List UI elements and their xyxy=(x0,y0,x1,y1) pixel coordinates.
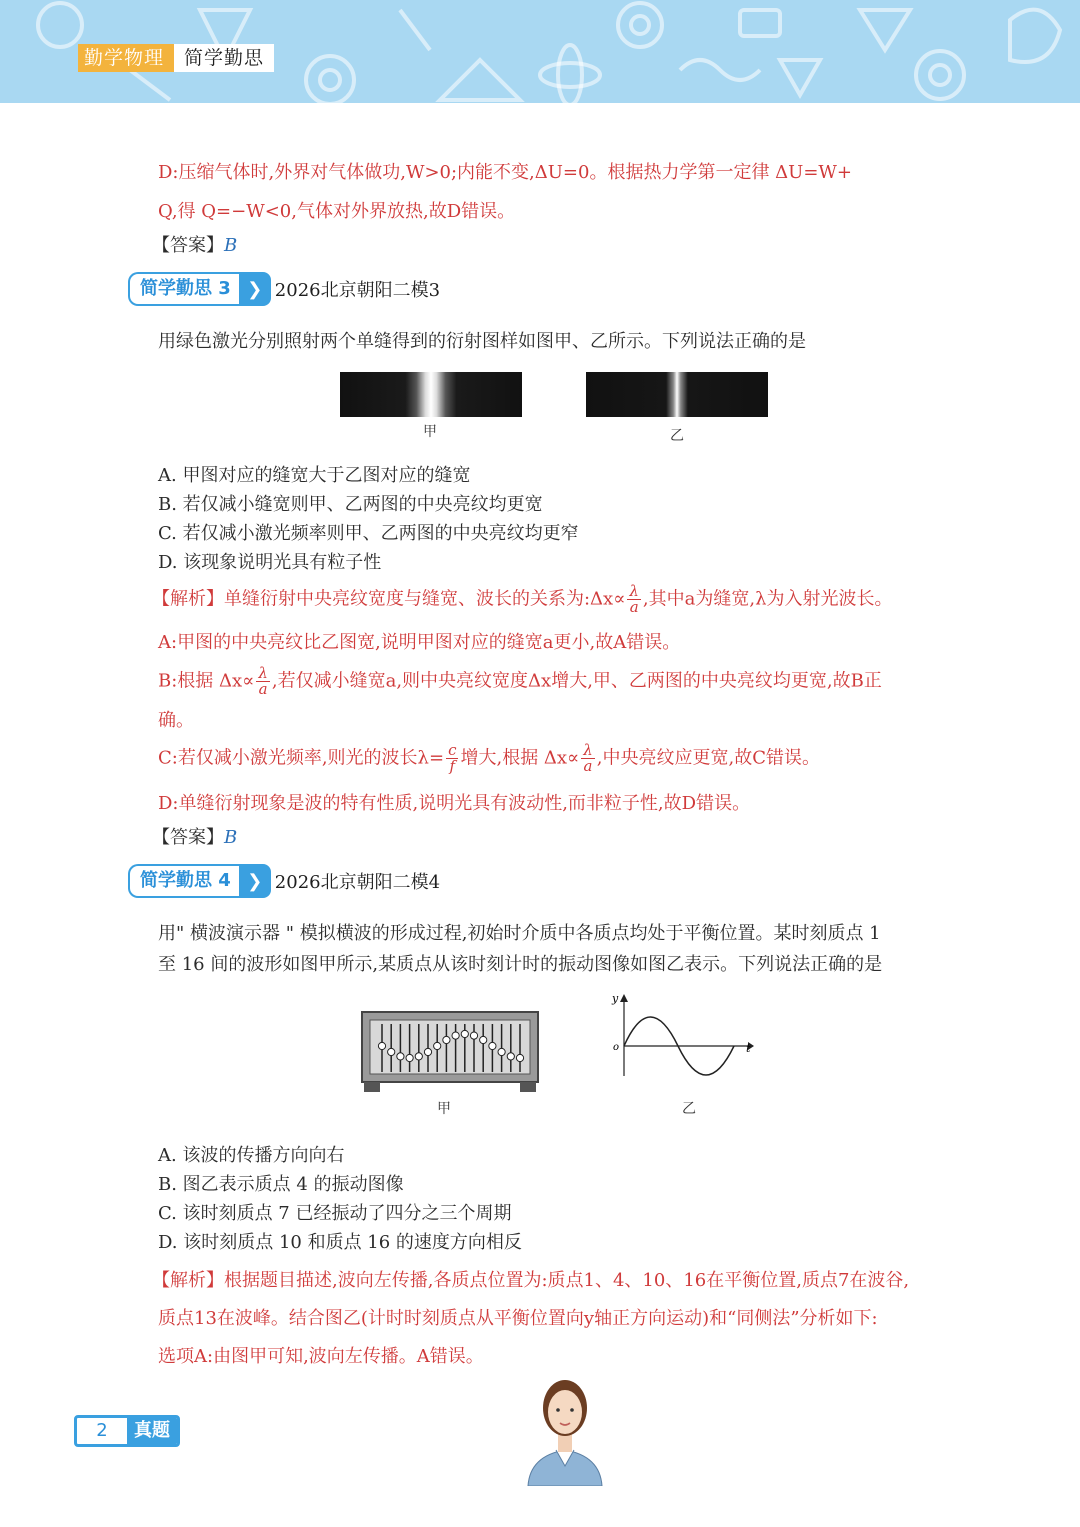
question-4-tag xyxy=(128,864,440,898)
diffraction-pattern-b xyxy=(586,372,768,417)
demonstrator-bead xyxy=(424,1048,431,1055)
axis-label-t: t xyxy=(746,1042,751,1055)
figure-label-a: 甲 xyxy=(437,1101,451,1117)
q4-analysis-line3: 选项A:由图甲可知,波向左传播。A错误。 xyxy=(158,1346,484,1367)
demonstrator-bead xyxy=(388,1048,395,1055)
option-b: B. 图乙表示质点 4 的振动图像 xyxy=(158,1174,404,1195)
answer-label: 【答案】 xyxy=(152,235,224,256)
q3-analysis-b xyxy=(158,666,882,697)
fraction-denominator: a xyxy=(583,757,593,775)
demonstrator-bead xyxy=(507,1053,514,1060)
diffraction-pattern-a xyxy=(340,372,522,417)
demonstrator-bead xyxy=(480,1036,487,1043)
brand-tag xyxy=(78,44,274,72)
figure-label-a: 甲 xyxy=(423,424,437,440)
option-a: A. 甲图对应的缝宽大于乙图对应的缝宽 xyxy=(158,465,471,486)
figure-label-b: 乙 xyxy=(682,1101,696,1117)
question-source: 2026北京朝阳二模4 xyxy=(274,872,441,893)
demonstrator-bead xyxy=(434,1042,441,1049)
analysis-text: ,若仅减小缝宽a,则中央亮纹宽度Δx增大,甲、乙两图的中央亮纹均更宽,故B正 xyxy=(271,670,882,692)
demonstrator-bead xyxy=(470,1032,477,1039)
demonstrator-bead xyxy=(415,1053,422,1060)
fraction-lambda-over-a xyxy=(256,666,270,697)
brand-left-label: 勤学物理 xyxy=(78,44,174,72)
axis-label-origin: o xyxy=(613,1042,620,1053)
fraction-denominator: a xyxy=(629,598,639,616)
q3-analysis-c xyxy=(158,743,820,774)
prev-analysis-d-line1: D:压缩气体时,外界对气体做功,W>0;内能不变,ΔU=0。根据热力学第一定律 ΔU=W+ xyxy=(158,162,853,183)
page-number: 2 xyxy=(96,1420,108,1441)
q4-analysis-line2: 质点13在波峰。结合图乙(计时时刻质点从平衡位置向y轴正方向运动)和“同侧法”分析如下: xyxy=(158,1308,878,1329)
question-3-stem: 用绿色激光分别照射两个单缝得到的衍射图样如图甲、乙所示。下列说法正确的是 xyxy=(158,331,806,352)
answer-value: B xyxy=(224,827,238,848)
y-axis-arrow-icon xyxy=(620,994,628,1002)
analysis-text: B:根据 Δx∝ xyxy=(158,670,255,692)
analysis-text: C:若仅减小激光频率,则光的波长λ= xyxy=(158,747,445,769)
prev-answer xyxy=(152,231,237,257)
q4-analysis-line1 xyxy=(152,1266,909,1292)
analysis-label: 【解析】 xyxy=(152,588,224,610)
analysis-label: 【解析】 xyxy=(152,1270,224,1291)
fraction-denominator: f xyxy=(449,757,456,775)
q3-analysis-d: D:单缝衍射现象是波的特有性质,说明光具有波动性,而非粒子性,故D错误。 xyxy=(158,793,751,814)
answer-label: 【答案】 xyxy=(152,827,224,848)
fraction-numerator: λ xyxy=(629,582,639,600)
section-label: 真题 xyxy=(127,1418,177,1444)
option-a: A. 该波的传播方向向右 xyxy=(158,1145,345,1166)
fraction-denominator: a xyxy=(258,680,268,698)
analysis-text: ,中央亮纹应更宽,故C错误。 xyxy=(596,747,820,769)
question-source: 2026北京朝阳二模3 xyxy=(274,280,441,301)
brand-right-label: 简学勤思 xyxy=(174,44,274,72)
fraction-lambda-over-a xyxy=(581,743,595,774)
demonstrator-bead xyxy=(397,1053,404,1060)
demonstrator-bead xyxy=(452,1032,459,1039)
demonstrator-bead xyxy=(489,1042,496,1049)
answer-value: B xyxy=(224,235,238,256)
question-4-stem-line1: 用" 横波演示器 " 模拟横波的形成过程,初始时介质中各质点均处于平衡位置。某时刻质点 1 xyxy=(158,923,881,944)
option-c: C. 若仅减小激光频率则甲、乙两图的中央亮纹均更窄 xyxy=(158,523,579,544)
header-banner xyxy=(0,0,1080,103)
option-c: C. 该时刻质点 7 已经振动了四分之三个周期 xyxy=(158,1203,512,1224)
question-tag-label: 简学勤思 3 xyxy=(128,272,239,306)
question-4-stem-line2: 至 16 间的波形如图甲所示,某质点从该时刻计时的振动图像如图乙表示。下列说法正确的是 xyxy=(158,954,883,975)
fraction-c-over-f xyxy=(446,743,458,774)
fraction-lambda-over-a xyxy=(627,584,641,615)
demonstrator-bead xyxy=(443,1036,450,1043)
analysis-text: 增大,根据 Δx∝ xyxy=(460,747,580,769)
fraction-numerator: c xyxy=(448,741,457,759)
demonstrator-bead xyxy=(461,1030,468,1037)
fraction-numerator: λ xyxy=(583,741,593,759)
option-d: D. 该现象说明光具有粒子性 xyxy=(158,552,382,573)
analysis-text: 单缝衍射中央亮纹宽度与缝宽、波长的关系为:Δx∝ xyxy=(224,588,626,610)
prev-analysis-d-line2: Q,得 Q=−W<0,气体对外界放热,故D错误。 xyxy=(158,201,516,222)
option-d: D. 该时刻质点 10 和质点 16 的速度方向相反 xyxy=(158,1232,522,1253)
demonstrator-bead xyxy=(498,1048,505,1055)
demonstrator-bead xyxy=(516,1054,523,1061)
wave-demonstrator-figure xyxy=(360,1010,540,1095)
q3-analysis-intro xyxy=(152,584,893,615)
analysis-text: 根据题目描述,波向左传播,各质点位置为:质点1、4、10、16在平衡位置,质点7在波谷, xyxy=(224,1270,910,1291)
chevron-down-icon: ❯ xyxy=(239,864,271,898)
question-3-tag xyxy=(128,272,440,306)
vibration-graph xyxy=(608,990,756,1080)
demonstrator-bead xyxy=(406,1054,413,1061)
analysis-text: ,其中a为缝宽,λ为入射光波长。 xyxy=(642,588,893,610)
teacher-illustration xyxy=(518,1366,612,1486)
figure-label-b: 乙 xyxy=(670,428,684,444)
q3-analysis-b-cont: 确。 xyxy=(158,710,194,731)
page-footer-tag xyxy=(74,1415,180,1447)
option-b: B. 若仅减小缝宽则甲、乙两图的中央亮纹均更宽 xyxy=(158,494,543,515)
demonstrator-bead xyxy=(378,1042,385,1049)
question-tag-label: 简学勤思 4 xyxy=(128,864,239,898)
axis-label-y: y xyxy=(612,992,619,1005)
q3-answer xyxy=(152,823,237,849)
fraction-numerator: λ xyxy=(258,664,268,682)
chevron-down-icon: ❯ xyxy=(239,272,271,306)
q3-analysis-a: A:甲图的中央亮纹比乙图宽,说明甲图对应的缝宽a更小,故A错误。 xyxy=(158,632,681,653)
